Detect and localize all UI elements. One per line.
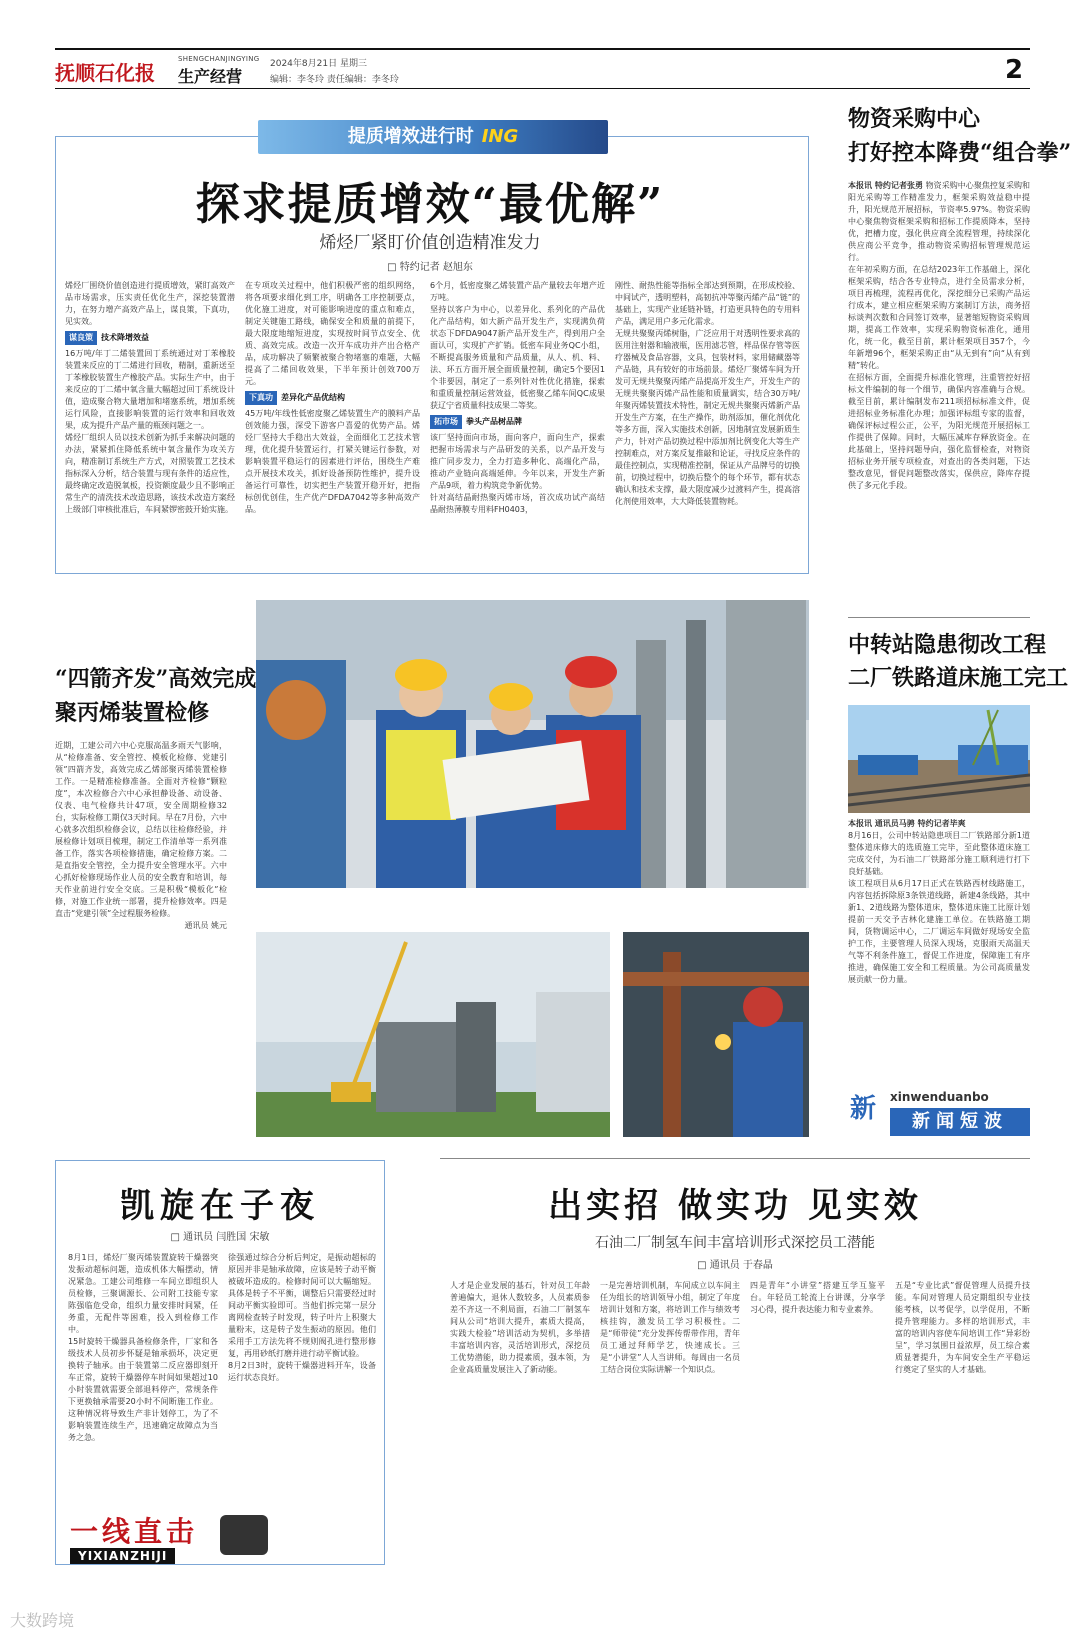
masthead-date: 2024年8月21日 星期三	[270, 59, 367, 69]
feature-title-2: 聚丙烯装置检修	[55, 700, 210, 726]
masthead-logo: 抚顺石化报	[55, 61, 155, 85]
story3-text-3: 四是青年“小讲堂”搭建互学互鉴平台。年轻员工轮流上台讲课，分享学习心得，提升表达能力和专业素养。	[750, 1281, 885, 1314]
feature-title-1: “四箭齐发”高效完成	[55, 666, 257, 692]
sidebar-divider	[848, 617, 1030, 618]
story3-col-1	[450, 1280, 590, 1580]
news-brief-cn: 新闻短波	[890, 1108, 1030, 1136]
workers-review-plan-photo	[256, 600, 809, 888]
banner-text: 提质增效进行时	[347, 126, 474, 147]
railway-construction-photo	[848, 705, 1030, 813]
masthead-section: 生产经营	[178, 67, 243, 86]
kaixuan-byline: □ 通讯员 闫胜国 宋敏	[170, 1232, 270, 1243]
lead-byline: □ 特约记者 赵旭东	[387, 262, 473, 273]
yixian-cn: 一线直击	[70, 1515, 199, 1548]
story3-byline: □ 通讯员 于春晶	[697, 1260, 773, 1271]
lead-col1-text: 烯烃厂围绕价值创造进行提质增效，紧盯高效产品市场需求，压实责任优化生产，深挖装置潜力，在努力增产高效产品上，谋良策，下真功，见实效。	[65, 281, 235, 326]
section-tag: 下真功	[245, 391, 277, 405]
kaixuan-col-2	[228, 1252, 376, 1505]
crane-site-photo	[256, 932, 610, 1137]
kaixuan-text-3: 徐强通过综合分析后判定，是振动超标的原因并非是轴承故障，应该是转子动平衡被破坏造成的。检修时间可以大幅缩短。具体是转子不平衡，调整后只需要经过时间动平衡实验即可。当他们拆完第一层分离网检查转子时发现，转子叶片上积聚大量粉末，这是转子发生振动的原因。他们采用手工方法先将不规则阀孔进行整形修复，再用砂纸打磨并进行动平衡试验。	[228, 1253, 376, 1358]
watermark: 大数跨境	[10, 1611, 75, 1630]
lead-col-1	[65, 280, 235, 572]
lead-banner	[258, 120, 608, 154]
kaixuan-text-4: 8月2日3时，旋转干燥器进料开车，设备运行状态良好。	[228, 1361, 376, 1382]
lead-col4-text: 刚性、耐热性能等指标全部达到预期，在形成校验、中间试产，透明塑料，高韧抗冲等聚丙烯产品“链”的基础上，实现产业延链补链，打造更具特色的专用料产品，满足用户多元化需求。	[615, 281, 800, 326]
story3-col-4	[895, 1280, 1030, 1580]
lead-col3c-text: 该厂坚持面向市场，面向客户，面向生产，探索把握市场需求与产品研发的关系，以产品开发与推广同步发力，全力打造多种化、高端化产品，推动产业链向高端延伸。今年以来，开发生产新产品9项，着力构筑竞争新优势。	[430, 433, 605, 490]
story3-col-2	[600, 1280, 740, 1580]
story3-title: 出实招 做实功 见实效	[548, 1186, 922, 1226]
welding-worker-photo	[623, 932, 809, 1137]
feature-body	[55, 740, 227, 1125]
sidebar2-body	[848, 818, 1030, 1076]
story3-text: 人才是企业发展的基石，针对员工年龄普遍偏大，退休人数较多，人员素质参差不齐这一不利局面，石油二厂制氢车间从公司“培训大提升，素质大提高，实践大检验”培训活动为契机，多举措丰富培训内容，灵活培训形式，深挖员工优势潜能，助力提素质，强本领，为企业高质量发展注入了新动能。	[450, 1281, 590, 1374]
section-title: 差异化产品优结构	[281, 393, 345, 402]
sidebar1-byline: 本报讯 特约记者张勇	[848, 181, 924, 190]
lead-col-2	[245, 280, 420, 572]
lead-col-3	[430, 280, 605, 572]
sidebar1-body	[848, 180, 1030, 610]
section-title: 技术降增效益	[101, 333, 149, 342]
masthead-meta	[270, 56, 399, 88]
lead-col3-text: 6个月，低密度聚乙烯装置产品产量较去年增产近万吨。	[430, 281, 605, 302]
story3-col-3	[750, 1280, 885, 1580]
masthead-editors: 编辑：李冬玲 责任编辑：李冬玲	[270, 75, 399, 85]
sidebar1-title-1: 物资采购中心	[848, 106, 981, 132]
lead-col-4	[615, 280, 800, 572]
sidebar1-text: 物资采购中心聚焦控复采购和阳光采购等工作精准发力，框架采购效益稳中提升，阳光规范开展招标，节资率5.97%。物资采购中心聚焦物资框架采购和招标工作提质降本，坚持优，把槽力度，强化供应商全流程管理，持续深化供应商公平竞争，推动物资采购招标管理规范运行。	[848, 181, 1030, 262]
lead-headline: 探求提质增效“最优解”	[195, 179, 665, 230]
sidebar1-title-2: 打好控本降费“组合拳”	[848, 140, 1072, 166]
news-brief-badge	[850, 1088, 1030, 1140]
feature-byline: 通讯员 姚元	[184, 921, 227, 930]
yixian-en: YIXIANZHIJI	[70, 1548, 175, 1564]
story3-text-4: 五是“专业比武”督促管理人员提升技能。车间对管理人员定期组织专业技能考核，以考促学，以学促用，不断提升管理能力。多样的培训形式，丰富的培训内容使车间培训工作“异彩纷呈”，学习氛围日益浓厚，员工综合素质显著提升，为车间安全生产平稳运行奠定了坚实的人才基础。	[895, 1281, 1030, 1374]
sidebar2-title-1: 中转站隐患彻改工程	[848, 632, 1047, 658]
lead-col1c-text: 烯烃厂组织人员以技术创新为抓手来解决问题的办法，紧紧抓住降低系统中氧含量作为攻关方向，精准制订系统生产方式，对照装置工艺技术指标深入分析，结合装置与现有条件的适应性，最终确定改造脱氧板，投资额度最少且不影响正常生产的清洗技术改造思路，该技术改造方案经上级部门审核批准后，车间紧锣密鼓开始实施。	[65, 433, 235, 514]
story3-text-2: 一是完善培训机制，车间成立以车间主任为组长的培训领导小组，制定了年度培训计划和方案，将培训工作与绩效考核挂钩，激发员工学习积极性。二是“师带徒”充分发挥传帮带作用，青年员工通过拜师学艺，快速成长。三是“小讲堂”人人当讲师。每周由一名员工结合岗位实际讲解一个知识点。	[600, 1281, 740, 1374]
lead-col2-text: 在专项攻关过程中，他们积极严密的组织网络，将各项要求细化到工序，明确各工序控制要点，优化施工进度，对可能影响进度的重点和难点，制定关键施工路线，确保安全和质量的前提下，最大限度地缩短进度，实现按时间节点安全、优质、高效完成。改造一次开车成功并产出合格产品，成功解决了频繁被聚合物堵塞的难题，大幅提高了二烯回收效果，下半年预计创效700万元。	[245, 281, 420, 386]
sidebar2-text-2: 该工程项目从6月17日正式在铁路西材线路施工，内容包括拆除原3条铁道线路，新建4条线路，其中新1、2道线路为整体道床，整体道床施工比原计划提前一天交予吉林化建施工单位。在铁路施工期间，货物调运中心，二厂调运车间做好现场安全监护工作，主要管理人员深入现场，克服雨天高温天气等不利条件施工，督促工作进度，保障施工有序推进，确保施工安全和工程质量。为公司高质量发展贡献一份力量。	[848, 879, 1030, 984]
lead-col4b-text: 无规共聚聚丙烯树脂，广泛应用于对透明性要求高的医用注射器和输液瓶，医用滤芯管，样品保存管等医疗器械及食品容器，文具，包装材料，家用储藏器等产品链，具有较好的市场前景。烯烃厂聚烯车间为开发可无规共聚聚丙烯产品提高开发生产，开发生产的无规共聚聚丙烯产品性能和质量调实，结合30万吨/年聚丙烯装置技术特性，制定无规共聚聚丙烯新产品开发生产方案，在生产操作，助剂添加，催化剂优化等多方面，深入实施技术创新，因地制宜发展新质生产力，针对产品切换过程中添加剂比例变化大等生产控制难点，对方案反复推敲和论证，寻找反应条件的最佳控制点，实现精准控制，保证从产品牌号的切换前，切换过程中，切换后整个的每个环节，都有状态确认和技术支撑，最大限度减少过渡料产生，提高溶化剂使用效率，大大降低装置物耗。	[615, 329, 800, 506]
page-number: 2	[1005, 55, 1024, 85]
sidebar2-title-2: 二厂铁路道床施工完工	[848, 665, 1069, 691]
section-tag: 谋良策	[65, 331, 97, 345]
lead-col3b-text: 坚持以客户为中心，以差异化、系列化的产品优化产品结构，如大新产品开发生产，实现满负荷状态下DFDA9047新产品开发生产，得到用户全面认可，实现扩产扩销。低密车间业务QC小组，不断提高服务质量和产品质量，从人、机、料、法、环五方面开展全面质量控制，确定5个要因1个非要因，制定了一系列针对性优化措施，探索和重质量控制运营效益，低密聚乙烯车间QC成果获辽宁省质量科技成果二等奖。	[430, 305, 605, 410]
feature-text: 近期，工建公司六中心克服高温多雨天气影响，从“检修准备、安全管控、模板化检修、党建引领”四箭齐发，高效完成乙烯部聚丙烯装置检修工作。一是精准检修准备。全面对齐检修“颗粒度”，本次检修合六中心承担静设备、动设备、仪表、电气检修共计47项，安全周期检修32台，实际检修工期仅3天时间。早在7月份，六中心就多次组织检修会议，总结以往检修经验，并展检修计划项目梳理，制定工作清单等一系列准备工作，落实各项检修措施，确定检修方案。二是直指安全管控，全力提升安全管理水平。六中心抓好检修现场作业人员的安全教育和培训，每天作业前进行安全交底。三是积极“模板化”检修，对施工作业统一部署，提升检修效率。四是直击“党建引领”全过程服务检修。	[55, 741, 227, 918]
lead-col3d-text: 针对高结晶耐热聚丙烯市场，首次成功试产高结晶耐热薄膜专用料FH0403，	[430, 493, 605, 514]
sidebar1-text-2: 在年初采购方面，在总结2023年工作基础上，深化框架采购，结合各专业特点，进行全员需求分析，项目再梳理，流程再优化，深挖细分已采购产品运行成本，建立相应框架采购方案制订方法，商务招标谈判次数和合同签订效率，显著缩短物资采购周期，提高工作效率，实现采购物资标准化，通用化，统一化，截至目前，累计框架项目357个，今年新增96个，框架采购正由“从无到有”向“从有到精”转化。	[848, 265, 1030, 370]
kaixuan-text-2: 15时旋转干燥器具备检修条件，厂家和各级技术人员初步怀疑是轴承损坏，决定更换转子轴承。由于装置第二反应器即刻开车正常，旋转干燥器停车时间如果超过10小时装置就需要全部退料停产，常规条件下更换轴承需要20小时不间断施工作业。这种情况将导致生产非计划停工，为了不影响装置连续生产，迅速确定故障点为当务之急。	[68, 1337, 218, 1442]
banner-ing: ING	[481, 126, 519, 147]
masthead-section-en: SHENGCHANJINGYING	[178, 55, 260, 63]
yixian-zhiji-badge	[70, 1510, 270, 1568]
sidebar2-byline: 本报讯 通讯员马骋 特约记者毕爽	[848, 819, 966, 828]
masthead-rule-top	[55, 48, 1030, 50]
lead-subhead: 烯烃厂紧盯价值创造精准发力	[319, 233, 541, 253]
section-title: 拳头产品树品牌	[466, 417, 522, 426]
kaixuan-text: 8月1日，烯烃厂聚丙烯装置旋转干燥器突发振动超标问题，造成机体大幅摆动，情况紧急。工建公司维修一车间立即组织人员检修，三聚调源长、公司附工技能专家陈强临危受命，组织力量安排时间紧，任务重，无配件等困难，投入到检修工作中。	[68, 1253, 218, 1334]
masthead-rule-bottom	[55, 88, 1030, 89]
kaixuan-title: 凯旋在子夜	[120, 1186, 320, 1226]
story3-subhead: 石油二厂制氢车间丰富培训形式深挖员工潜能	[595, 1235, 875, 1251]
story3-top-rule	[440, 1158, 1030, 1159]
sidebar2-text: 8月16日，公司中转站隐患项目二厂铁路部分新1道整体道床修大的选质施工完毕，至此整体道床施工完成交付，为石油二厂铁路部分施工顺利进行打下良好基础。	[848, 831, 1030, 876]
section-tag: 拓市场	[430, 415, 462, 429]
lead-col1b-text: 16万吨/年丁二烯装置回丁系统通过对丁苯橡胶装置来反应的丁二烯进行回收，精制，重新送至丁苯橡胶装置生产橡胶产品。实际生产中，由于来反应的丁二烯中氧含量大幅超过回丁系统设计值，造成聚合物大量增加和堵塞系统，增加系统运行风险，直接影响装置的运行效率和回收效果，成为提升产品产量的瓶颈问题之一。	[65, 349, 235, 430]
lead-col2b-text: 45万吨/年线性低密度聚乙烯装置生产的膜料产品创效能力强，深受下游客户喜爱的优势产品。烯烃厂坚持大手稳出大效益，全面细化工艺技术管理，优化提升装置运行，打紧关键运行参数，对影响装置平稳运行的因素进行评估，围绕生产难点开展技术攻关，抓好设备预防性维护，提升设备运行可靠性，切实把生产装置开稳开好，把指标创优创佳，生产优产DFDA7042等多种高效产品。	[245, 409, 420, 514]
sidebar1-text-3: 在招标方面，全面提升标准化管理，注重管控好招标文件编制的每一个细节，确保内容准确与合规。截至目前，累计编制发布211项招标标准文件，促进招标业务标准化办理；加强评标组专家的监督，确保评标过程公正，公平，为阳光规范开展招标工作提供了保障。同时，大幅压减库存释放资金。在此基础上，坚持问题导向，强化监督检查，对物资招标业务开展专项检查，对查出的各类问题，下达整改意见，督促问题整改落实，保供应，降库存提供了多元化手段。	[848, 373, 1030, 490]
kaixuan-col-1	[68, 1252, 218, 1505]
news-brief-cn-1: 新	[850, 1094, 877, 1124]
camera-icon	[220, 1515, 268, 1555]
news-brief-en: xinwenduanbo	[890, 1090, 989, 1104]
